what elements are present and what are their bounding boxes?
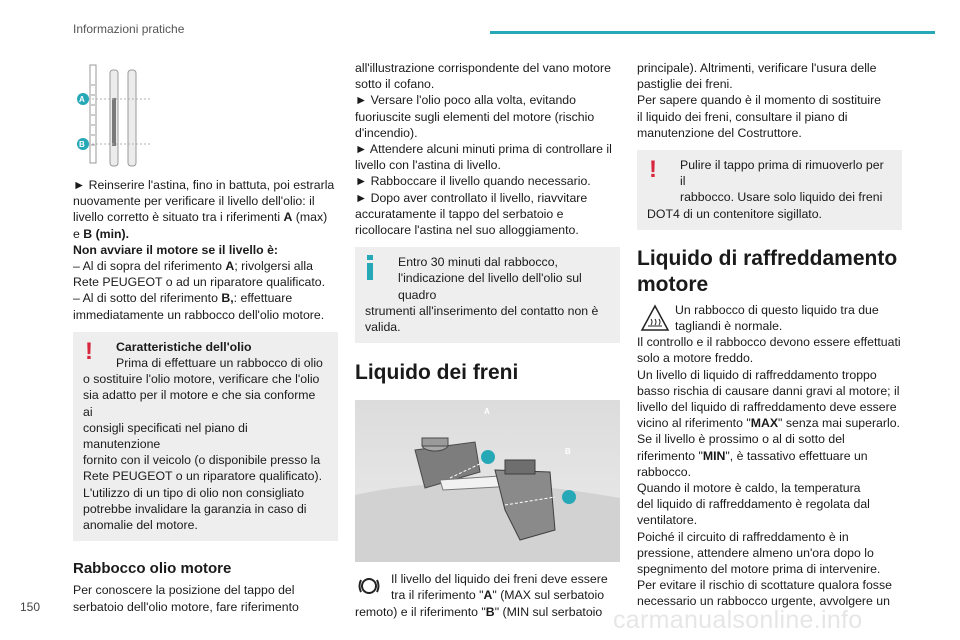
text-run: tra il riferimento " bbox=[391, 588, 484, 603]
paragraph-line: sotto il cofano. bbox=[355, 77, 435, 92]
heading-brake-fluid: Liquido dei freni bbox=[355, 361, 519, 385]
callout-line: potrebbe invalidare la garanzia in caso di bbox=[83, 501, 307, 516]
ref-b: B, bbox=[221, 291, 234, 306]
paragraph-line: Per evitare il rischio di scottature qualora fosse bbox=[637, 578, 892, 593]
paragraph-line: immediatamente un rabbocco dell'olio motore. bbox=[73, 307, 325, 322]
paragraph-line: pastiglie dei freni. bbox=[637, 77, 733, 92]
callout-line: Prima di effettuare un rabbocco di olio bbox=[116, 356, 323, 371]
paragraph-line: solo a motore freddo. bbox=[637, 351, 754, 366]
paragraph-line: ► Attendere alcuni minuti prima di controllare il bbox=[355, 142, 612, 157]
callout-line: strumenti all'inserimento del contatto non è bbox=[365, 303, 599, 318]
paragraph-line: ventilatore. bbox=[637, 513, 698, 528]
oil-info-callout bbox=[355, 247, 620, 343]
ref-a: A bbox=[483, 588, 493, 603]
text-run: : effettuare bbox=[233, 291, 293, 306]
paragraph-line: Se il livello è prossimo o al di sotto del bbox=[637, 432, 845, 447]
paragraph-line: Un rabbocco di questo liquido tra due bbox=[675, 302, 879, 317]
watermark: carmanualsonline.info bbox=[613, 606, 863, 634]
brake-reservoir-illustration bbox=[355, 400, 620, 562]
paragraph-line: spegnimento del motore prima di intervenire. bbox=[637, 562, 881, 577]
paragraph-line bbox=[637, 448, 907, 464]
paragraph-line: necessario un rabbocco urgente, avvolgere un bbox=[637, 594, 890, 609]
callout-line: l'indicazione del livello dell'olio sul quadro bbox=[398, 271, 582, 302]
ref-b-min: B (min). bbox=[83, 226, 130, 241]
ref-b: B bbox=[485, 604, 495, 619]
paragraph-line bbox=[73, 226, 338, 242]
callout-line: DOT4 di un contenitore sigillato. bbox=[647, 206, 822, 221]
figure-label-b: B bbox=[565, 447, 571, 456]
text-run: " (MAX sul serbatoio bbox=[492, 588, 605, 603]
ref-min: MIN bbox=[702, 448, 726, 463]
hot-surface-warning-icon bbox=[640, 304, 670, 332]
paragraph-line: manutenzione del Costruttore. bbox=[637, 125, 802, 140]
warning-heading: Non avviare il motore se il livello è: bbox=[73, 242, 279, 257]
callout-line: valida. bbox=[365, 320, 401, 335]
paragraph-line: nuovamente per verificare il livello dell'olio: il bbox=[73, 194, 315, 209]
paragraph-line: serbatoio dell'olio motore, fare riferimento bbox=[73, 599, 299, 614]
paragraph-line: Un livello di liquido di raffreddamento troppo bbox=[637, 367, 877, 382]
paragraph-line: Per sapere quando è il momento di sostituire bbox=[637, 93, 882, 108]
callout-title: Caratteristiche dell'olio bbox=[116, 339, 252, 354]
paragraph-line bbox=[355, 604, 620, 620]
figure-label-a: A bbox=[484, 407, 490, 416]
callout-line: Entro 30 minuti dal rabbocco, bbox=[398, 255, 558, 270]
paragraph-line: basso rischia di causare danni gravi al motore; il bbox=[637, 383, 900, 398]
paragraph-line: principale). Altrimenti, verificare l'usura delle bbox=[637, 61, 877, 75]
paragraph-line: all'illustrazione corrispondente del vano motore bbox=[355, 61, 611, 75]
callout-line: rabbocco. Usare solo liquido dei freni bbox=[680, 190, 883, 205]
paragraph-line: Poiché il circuito di raffreddamento è in bbox=[637, 529, 849, 544]
callout-line: o sostituire l'olio motore, verificare che l'olio bbox=[83, 372, 320, 387]
heading-coolant bbox=[637, 246, 907, 298]
figure-label-a: A bbox=[79, 95, 85, 104]
text-run: e bbox=[73, 226, 84, 241]
oil-warning-callout bbox=[73, 332, 338, 541]
text-run: ; rivolgersi alla bbox=[234, 259, 313, 274]
callout-line: fornito con il veicolo (o disponibile presso la bbox=[83, 453, 321, 468]
text-run: " (MIN sul serbatoio bbox=[494, 604, 603, 619]
paragraph-line: ► Reinserire l'astina, fino in battuta, poi estrarla bbox=[73, 178, 335, 192]
brake-warning-icon bbox=[357, 574, 381, 598]
paragraph-line: ► Rabboccare il livello quando necessario. bbox=[355, 174, 591, 189]
text-run: – Al di sopra del riferimento bbox=[73, 259, 226, 274]
heading-line: Liquido di raffreddamento bbox=[637, 246, 898, 270]
column-3 bbox=[637, 60, 907, 610]
ref-a: A bbox=[225, 259, 235, 274]
warning-icon: ! bbox=[649, 156, 657, 184]
paragraph-line: Quando il motore è caldo, la temperatura bbox=[637, 481, 861, 496]
paragraph-line: Rete PEUGEOT o ad un riparatore qualificato. bbox=[73, 275, 325, 290]
figure-label-b: B bbox=[79, 140, 85, 149]
paragraph-line bbox=[73, 258, 338, 274]
paragraph-line: accuratamente il tappo del serbatoio e bbox=[355, 206, 564, 221]
paragraph-line: fuoriuscite sugli elementi del motore (rischio bbox=[355, 109, 595, 124]
section-title: Informazioni pratiche bbox=[73, 22, 185, 36]
paragraph-line: tagliandi è normale. bbox=[675, 319, 783, 334]
paragraph-line: Il controllo e il rabbocco devono essere effettuati bbox=[637, 335, 901, 350]
page-number: 150 bbox=[20, 600, 41, 614]
callout-line: sia adatto per il motore e che sia conforme ai bbox=[83, 388, 316, 419]
paragraph-line: ricollocare l'astina nel suo alloggiamento. bbox=[355, 223, 579, 238]
paragraph-line: il liquido dei freni, consultare il piano di bbox=[637, 109, 848, 124]
paragraph-line: livello con l'astina di livello. bbox=[355, 158, 501, 173]
paragraph-line: livello del liquido di raffreddamento deve essere bbox=[637, 400, 897, 415]
paragraph-line: Per conoscere la posizione del tappo del bbox=[73, 583, 295, 598]
paragraph-line: rabbocco. bbox=[637, 464, 692, 479]
callout-line: L'utilizzo di un tipo di olio non consigliato bbox=[83, 485, 305, 500]
paragraph-line bbox=[73, 209, 338, 225]
ref-max: MAX bbox=[750, 416, 779, 431]
paragraph-line bbox=[355, 587, 620, 603]
column-2 bbox=[355, 60, 620, 620]
text-run: vicino al riferimento " bbox=[637, 416, 751, 431]
ref-a: A bbox=[283, 210, 293, 225]
text-run: (max) bbox=[292, 210, 328, 225]
callout-line: anomalie del motore. bbox=[83, 518, 198, 533]
text-run: " senza mai superarlo. bbox=[778, 416, 900, 431]
callout-line: Rete PEUGEOT o un riparatore qualificato). bbox=[83, 469, 322, 484]
header-accent-bar bbox=[490, 31, 935, 34]
paragraph-line: Il livello del liquido dei freni deve essere bbox=[391, 572, 608, 587]
text-run: remoto) e il riferimento " bbox=[355, 604, 486, 619]
callout-line: Pulire il tappo prima di rimuoverlo per il bbox=[680, 158, 884, 189]
dipstick-illustration bbox=[76, 60, 196, 170]
info-icon bbox=[366, 255, 374, 281]
paragraph-line: pressione, attendere almeno un'ora dopo lo bbox=[637, 545, 874, 560]
heading-line: motore bbox=[637, 272, 709, 296]
text-run: – Al di sotto del riferimento bbox=[73, 291, 222, 306]
paragraph-line: del liquido di raffreddamento è regolata dal bbox=[637, 497, 870, 512]
text-run: ", è tassativo effettuare un bbox=[725, 448, 868, 463]
text-run: riferimento " bbox=[637, 448, 703, 463]
callout-line: consigli specificati nel piano di manutenzione bbox=[83, 420, 248, 452]
brake-fluid-warning-callout bbox=[637, 150, 902, 230]
paragraph-line: ► Dopo aver controllato il livello, riavvitare bbox=[355, 190, 588, 205]
paragraph-line: ► Versare l'olio poco alla volta, evitando bbox=[355, 93, 576, 108]
warning-icon: ! bbox=[85, 337, 93, 365]
paragraph-line: d'incendio). bbox=[355, 125, 418, 140]
subheading-oil-topup: Rabbocco olio motore bbox=[73, 560, 232, 578]
paragraph-line bbox=[73, 290, 338, 306]
text-run: livello corretto è situato tra i riferimenti bbox=[73, 210, 284, 225]
column-1 bbox=[73, 60, 338, 615]
paragraph-line bbox=[637, 415, 907, 431]
